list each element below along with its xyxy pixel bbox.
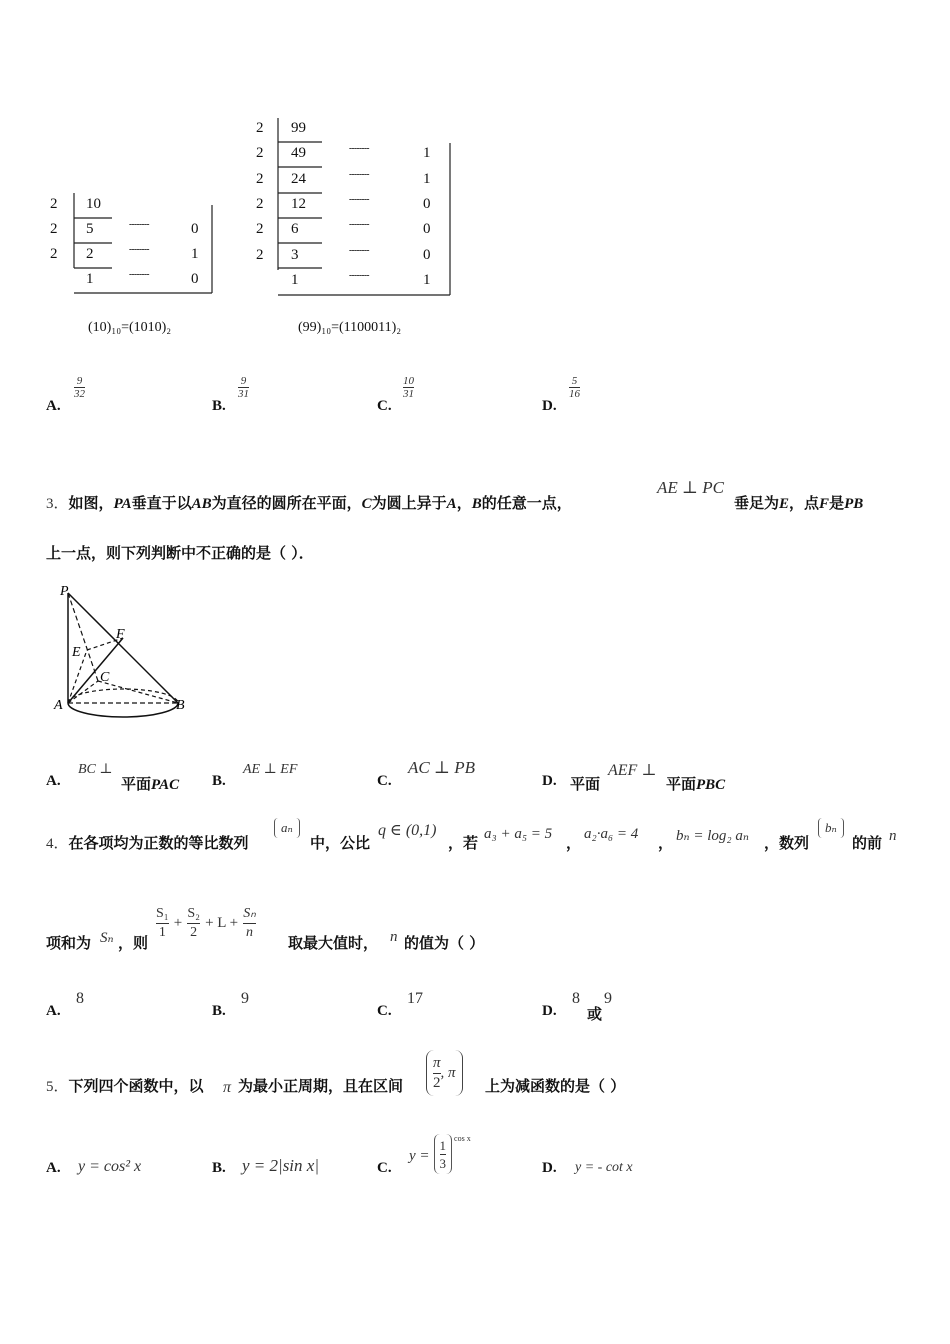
q4-option-a-value: 8 (76, 990, 84, 1007)
q3-f: F (819, 496, 830, 512)
q3-a: A (446, 496, 457, 512)
circle-front (68, 703, 178, 717)
q4-eq1: a₃ + a₅ = 5 (484, 826, 553, 842)
q5-option-a-label[interactable]: A. (46, 1160, 61, 1176)
q4-n: n (889, 828, 897, 844)
remainder: 0 (423, 195, 431, 212)
q2-option-d-label[interactable]: D. (542, 398, 557, 414)
divisor: 2 (50, 196, 58, 212)
q4-option-d-value: 8 (572, 990, 580, 1007)
divisor: 2 (256, 195, 264, 212)
q3-c: C (361, 496, 372, 512)
dash-separator: -------- (349, 193, 369, 204)
q4-text: 取最大值时， (288, 934, 379, 952)
q3-text: 垂足为 (734, 494, 780, 512)
q2-option-d-fraction: $\frac{5}{16}$ (569, 375, 580, 400)
remainder: 0 (191, 221, 199, 237)
remainder: 1 (423, 271, 431, 288)
q3-option-b-label[interactable]: B. (212, 773, 226, 789)
q5-option-d-label[interactable]: D. (542, 1160, 557, 1176)
divisor: 2 (50, 221, 58, 237)
remainder: 1 (423, 145, 431, 162)
q3-number: 3． (46, 496, 69, 512)
quotient: 3 (291, 246, 299, 263)
q4-option-b-label[interactable]: B. (212, 1003, 226, 1019)
quotient: 24 (291, 170, 306, 187)
q3-text: ， (456, 494, 472, 512)
q3-option-c-math: AC ⊥ PB (408, 758, 475, 777)
q4-option-c-value: 17 (407, 990, 423, 1007)
dash-separator: -------- (129, 244, 149, 254)
divisor: 2 (256, 145, 264, 162)
q3-text: 为直径的圆所在平面， (211, 494, 362, 512)
q4-eq2: a₂·a₆ = 4 (584, 826, 639, 842)
quotient: 6 (291, 221, 299, 238)
dash-separator: -------- (349, 244, 369, 255)
q5-option-a-math: y = cos² x (78, 1158, 142, 1175)
q4-option-d-or: 或 (587, 1005, 603, 1023)
q4-option-c-label[interactable]: C. (377, 1003, 392, 1019)
q4-option-b-value: 9 (241, 990, 249, 1007)
q5-text: 为最小正周期，且在区间 (238, 1077, 404, 1095)
q3-e: E (779, 496, 790, 512)
q5-option-c-label[interactable]: C. (377, 1160, 392, 1176)
q4-seq-b: bₙ (818, 818, 844, 838)
dash-separator: -------- (129, 269, 149, 279)
q3-option-a-text: 平面PAC (121, 775, 180, 793)
q3-b: B (471, 496, 482, 512)
dash-separator: -------- (349, 219, 369, 230)
q5-interval: $\frac{\pi}{2}$ , π (426, 1050, 463, 1096)
q2-option-a-label[interactable]: A. (46, 398, 61, 414)
q4-text: ，数列 (764, 834, 810, 852)
quotient: 1 (291, 271, 299, 288)
q2-option-c-label[interactable]: C. (377, 398, 392, 414)
q5-option-b-label[interactable]: B. (212, 1160, 226, 1176)
q3-option-d-label[interactable]: D. (542, 773, 557, 789)
q2-option-a-fraction: $\frac{9}{32}$ (74, 375, 85, 400)
q3-pa: PA (113, 496, 132, 512)
q4-option-a-label[interactable]: A. (46, 1003, 61, 1019)
divisor: 2 (256, 170, 264, 187)
label-e: E (72, 645, 81, 660)
q3-text: 是 (829, 494, 845, 512)
quotient: 1 (86, 271, 94, 287)
q3-option-a-math: BC ⊥ (78, 762, 113, 777)
edge-pb (68, 593, 178, 703)
q4-text: ， (658, 834, 674, 852)
q3-text: 为圆上异于 (371, 494, 447, 512)
divisor: 2 (50, 246, 58, 262)
q4-text: 项和为 (46, 934, 92, 952)
q3-text: 如图， (68, 494, 114, 512)
quotient: 10 (86, 196, 101, 212)
remainder: 0 (423, 221, 431, 238)
divisor: 2 (256, 120, 264, 136)
q4-eq3: bₙ = log₂ aₙ (676, 828, 749, 844)
q3-option-d-pre: 平面 (570, 775, 601, 793)
q4-seq-a: aₙ (274, 818, 300, 838)
q3-stem-line2: 上一点，则下列判断中不正确的是（ ）． (46, 544, 314, 562)
label-a: A (54, 698, 63, 713)
q4-q-range: q ∈ (0,1) (378, 822, 437, 839)
q4-sn: Sₙ (100, 930, 114, 946)
dash-separator: -------- (349, 143, 369, 154)
q3-stem-line1-end (734, 492, 863, 513)
q4-text: 的前 (852, 834, 883, 852)
q3-option-a-label[interactable]: A. (46, 773, 61, 789)
q2-option-b-label[interactable]: B. (212, 398, 226, 414)
quotient: 12 (291, 195, 306, 212)
q3-stem-line1 (46, 492, 572, 513)
q3-option-c-label[interactable]: C. (377, 773, 392, 789)
remainder: 0 (423, 246, 431, 263)
q4-n2: n (390, 929, 398, 945)
q4-option-d-label[interactable]: D. (542, 1003, 557, 1019)
q3-condition: AE ⊥ PC (657, 478, 724, 497)
quotient: 2 (86, 246, 94, 262)
quotient: 99 (291, 120, 306, 136)
label-p: P (60, 584, 69, 599)
q4-text: ，若 (448, 834, 479, 852)
remainder: 1 (423, 170, 431, 187)
q4-text: ，则 (118, 934, 149, 952)
quotient: 5 (86, 221, 94, 237)
q4-option-d-value2: 9 (604, 990, 612, 1007)
dash-separator: -------- (349, 269, 369, 280)
q5-text: 上为减函数的是（ ） (485, 1077, 626, 1095)
label-f: F (116, 627, 125, 642)
q5-stem-start: 5．下列四个函数中，以 (46, 1077, 204, 1095)
q4-stem-line1-start: 4．在各项均为正数的等比数列 (46, 834, 249, 852)
circle-back (68, 689, 178, 703)
q2-option-c-fraction: $\frac{10}{31}$ (403, 375, 414, 400)
q5-option-b-math: y = 2|sin x| (242, 1156, 319, 1175)
right-caption: (99)₁₀=(1100011)₂ (298, 320, 402, 335)
divisor: 2 (256, 221, 264, 238)
q4-text: 的值为（ ） (404, 934, 485, 952)
q3-ab: AB (191, 496, 212, 512)
divisor: 2 (256, 246, 264, 263)
q3-option-b-math: AE ⊥ EF (243, 762, 298, 777)
division-table-lines (0, 0, 950, 360)
quotient: 49 (291, 145, 306, 162)
q5-option-c-math: y = $\frac{1}{3}$ cos x (409, 1134, 471, 1174)
dash-separator: -------- (349, 168, 369, 179)
q3-text: 垂直于以 (131, 494, 192, 512)
q3-text: 的任意一点， (481, 494, 572, 512)
remainder: 1 (191, 246, 199, 262)
q5-option-d-math: y = - cot x (575, 1160, 633, 1175)
remainder: 0 (191, 271, 199, 287)
q4-sum-expression: $\frac{\text{S₁}}{1}$ + $\frac{\text{S₂}}{2}$ + L + $\frac{\text{Sₙ}}{n}$ (156, 906, 256, 940)
q5-pi: π (223, 1079, 232, 1096)
edge-pc (68, 593, 98, 681)
q3-geometry-figure (40, 575, 210, 725)
q3-pb: PB (844, 496, 864, 512)
left-caption: (10)₁₀=(1010)₂ (88, 320, 172, 335)
q4-text: 中，公比 (310, 834, 371, 852)
q3-text: ，点 (789, 494, 820, 512)
q4-text: ， (566, 834, 582, 852)
label-c: C (100, 670, 110, 685)
q3-option-d-math: AEF ⊥ (608, 762, 657, 779)
q3-option-d-text: 平面PBC (666, 775, 726, 793)
dash-separator: -------- (129, 219, 149, 229)
q2-option-b-fraction: $\frac{9}{31}$ (238, 375, 249, 400)
label-b: B (176, 698, 185, 713)
